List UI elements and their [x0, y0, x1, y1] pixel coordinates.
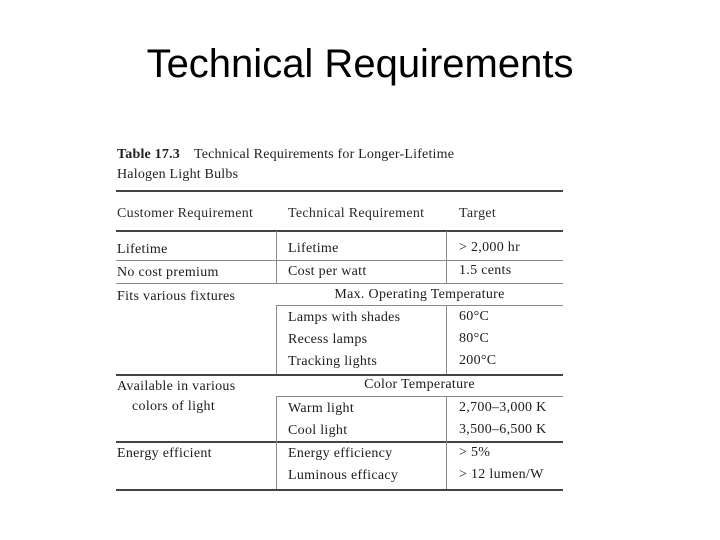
row-tracking-technical: Tracking lights	[288, 354, 378, 369]
row-cost-target: 1.5 cents	[459, 263, 512, 278]
col-divider-2c	[446, 397, 447, 489]
row-cool-technical: Cool light	[288, 423, 348, 438]
row-cost-customer: No cost premium	[117, 265, 219, 280]
caption-line-1: Technical Requirements for Longer-Lifetime	[193, 147, 455, 162]
rule-top	[116, 190, 563, 192]
row-fixtures-customer: Fits various fixtures	[117, 289, 236, 304]
row-energy-customer: Energy efficient	[117, 446, 212, 461]
row-cool-target: 3,500–6,500 K	[459, 422, 547, 437]
rule-header-bottom	[116, 230, 563, 232]
rule-bottom	[116, 489, 563, 491]
row-colors-span: Color Temperature	[364, 377, 475, 392]
row-lifetime-customer: Lifetime	[117, 242, 168, 257]
scanned-table	[116, 143, 564, 497]
row-efficacy-target: > 12 lumen/W	[459, 467, 544, 482]
row-colors-customer-2: colors of light	[132, 399, 216, 414]
rule-span-temp	[276, 305, 563, 306]
rule-row-2	[116, 283, 563, 284]
col-divider-1c	[276, 397, 277, 489]
col-divider-2b	[446, 306, 447, 374]
row-shades-technical: Lamps with shades	[288, 310, 401, 325]
caption-line-2: Halogen Light Bulbs	[117, 167, 239, 182]
row-efficacy-technical: Luminous efficacy	[288, 468, 399, 483]
table-caption	[117, 145, 557, 185]
row-recess-target: 80°C	[459, 331, 490, 346]
row-shades-target: 60°C	[459, 309, 490, 324]
col-divider-1	[276, 231, 277, 283]
row-cost-technical: Cost per watt	[288, 264, 367, 279]
row-tracking-target: 200°C	[459, 353, 497, 368]
row-fixtures-span: Max. Operating Temperature	[334, 287, 505, 302]
header-target: Target	[459, 206, 497, 221]
rule-span-color	[276, 396, 563, 397]
row-warm-target: 2,700–3,000 K	[459, 400, 547, 415]
row-energy-target: > 5%	[459, 445, 491, 460]
row-lifetime-target: > 2,000 hr	[459, 240, 521, 255]
header-customer: Customer Requirement	[117, 206, 254, 221]
row-recess-technical: Recess lamps	[288, 332, 368, 347]
header-technical: Technical Requirement	[288, 206, 425, 221]
slide-title: Technical Requirements	[146, 42, 574, 86]
row-colors-customer: Available in various	[117, 379, 236, 394]
col-divider-2	[446, 231, 447, 283]
col-divider-1b	[276, 306, 277, 374]
row-warm-technical: Warm light	[288, 401, 355, 416]
row-energy-technical: Energy efficiency	[288, 446, 393, 461]
table-number: Table 17.3	[117, 147, 180, 162]
rule-group-3	[116, 441, 563, 443]
rule-row-1	[116, 260, 563, 261]
row-lifetime-technical: Lifetime	[288, 241, 339, 256]
